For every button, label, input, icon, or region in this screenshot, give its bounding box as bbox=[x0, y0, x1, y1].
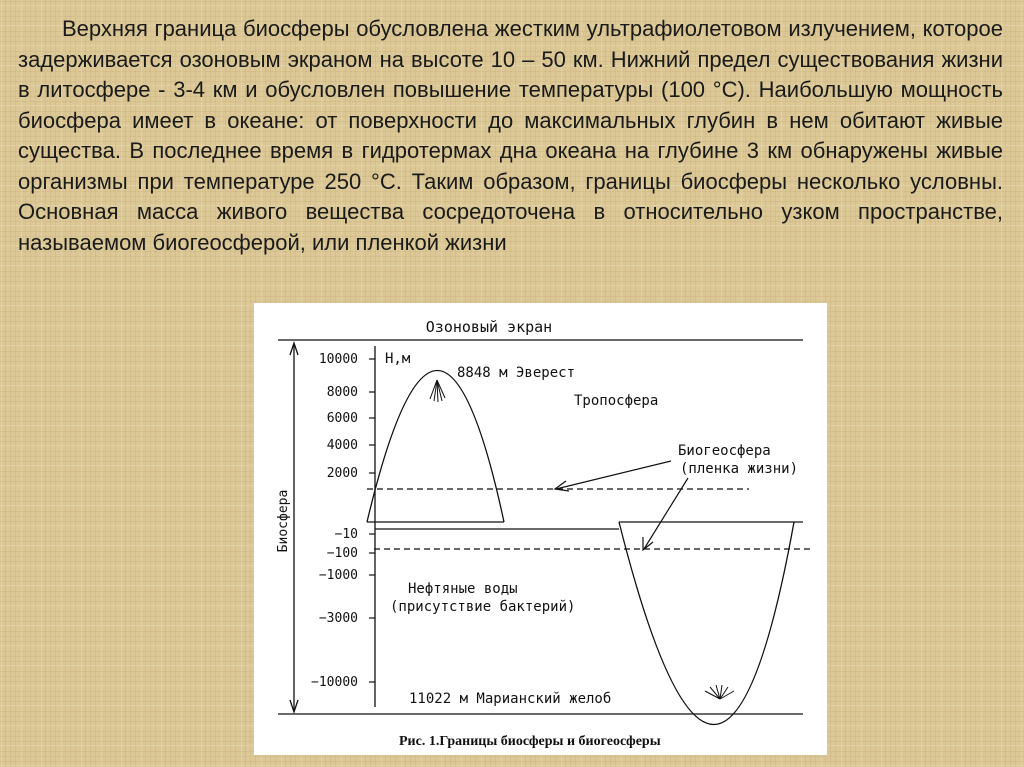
bacteria-label: (присутствие бактерий) bbox=[390, 599, 576, 615]
troposphere-label: Тропосфера bbox=[574, 393, 659, 409]
tick-label: 6000 bbox=[326, 411, 358, 426]
biogeosphere-label: Биогеосфера bbox=[678, 443, 771, 459]
ocean-trench bbox=[619, 522, 794, 725]
biosphere-label: Биосфера bbox=[276, 489, 291, 553]
tick-label: 8000 bbox=[326, 385, 358, 400]
figure-caption: Рис. 1.Границы биосферы и биогеосферы bbox=[399, 734, 661, 749]
tick-label: 10000 bbox=[318, 352, 358, 367]
tick-label: −3000 bbox=[318, 611, 358, 626]
oil-waters-label: Нефтяные воды bbox=[408, 581, 518, 597]
tick-label: −10000 bbox=[311, 675, 358, 690]
tick-marks bbox=[369, 359, 375, 682]
tick-label: −1000 bbox=[318, 568, 358, 583]
tick-label: 2000 bbox=[326, 466, 358, 481]
biosphere-figure bbox=[254, 303, 827, 755]
unit-label: Н,м bbox=[385, 351, 411, 367]
biogeosphere-arrow-1 bbox=[556, 461, 671, 489]
trench-bottom-rays bbox=[705, 685, 734, 699]
tick-label: −100 bbox=[326, 546, 358, 561]
film-of-life-label: (пленка жизни) bbox=[680, 461, 799, 477]
body-paragraph: Верхняя граница биосферы обусловлена жестким ультрафиолетовом излучением, которое задерживается озоновым экраном на высоте 10 – 50 км. Нижний предел существования жизни в литосфере - 3-4 км и обусловлен повышение температуры (100 °С). Наибольшую мощность биосфера имеет в океане: от поверхности до максимальных глубин в нем обитают живые существа. В последнее время в гидротермах дна океана на глубине 3 км обнаружены живые организмы при температуре 250 °С. Таким образом, границы биосферы несколько условны. Основная масса живого вещества сосредоточена в относительно узком пространстве, называемом биогеосферой, или пленкой жизни bbox=[18, 16, 1003, 255]
everest-peak-rays bbox=[430, 380, 445, 402]
everest-label: 8848 м Эверест bbox=[457, 365, 576, 381]
ozone-screen-label: Озоновый экран bbox=[425, 318, 553, 336]
tick-label: 4000 bbox=[326, 438, 358, 453]
tick-label: −10 bbox=[334, 527, 358, 542]
mariana-label: 11022 м Марианский желоб bbox=[409, 691, 612, 707]
biosphere-diagram bbox=[254, 303, 827, 755]
